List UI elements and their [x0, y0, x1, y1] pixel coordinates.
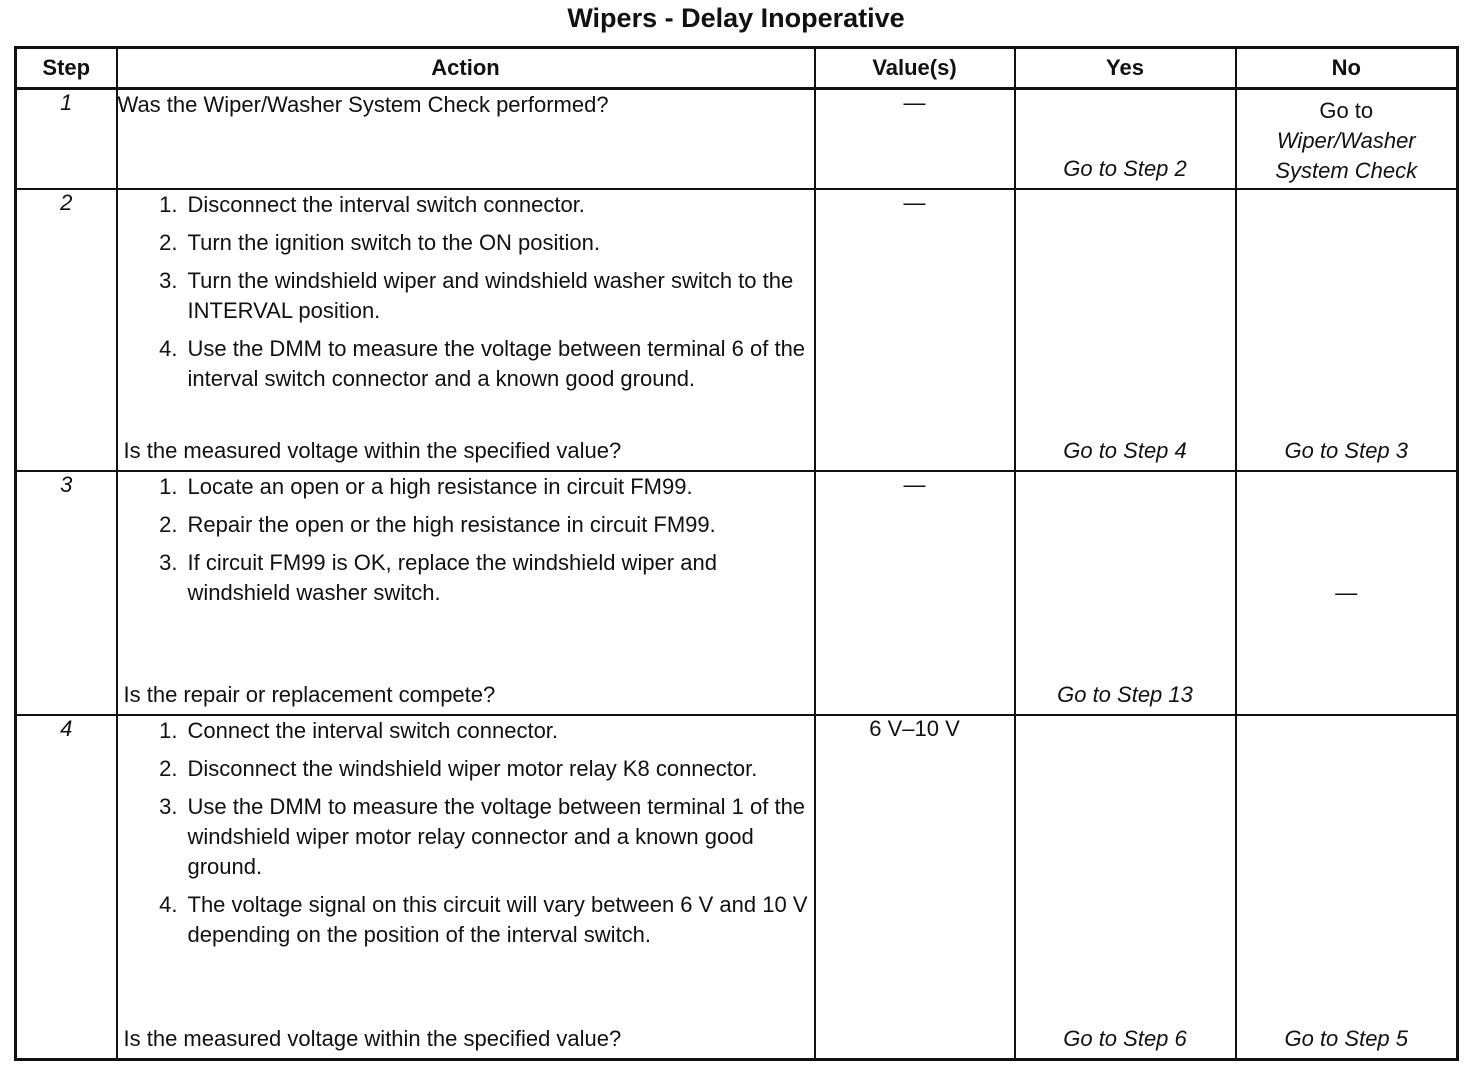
yes-link[interactable]: Go to Step 2 — [1063, 156, 1187, 181]
action-step: 3. Turn the windshield wiper and windshield washer switch to the INTERVAL position. — [188, 266, 814, 326]
step-index: 3. — [159, 794, 178, 819]
yes-link[interactable]: Go to Step 13 — [1057, 682, 1193, 707]
step-index: 2. — [159, 756, 178, 781]
table-row — [16, 715, 1458, 1060]
action-step: 2. Repair the open or the high resistance in circuit FM99. — [188, 510, 814, 540]
action-cell — [117, 89, 815, 190]
step-index: 3. — [159, 268, 178, 293]
value-cell: — — [815, 471, 1015, 715]
action-question: Is the measured voltage within the specified value? — [123, 1026, 622, 1051]
table-row — [16, 89, 1458, 190]
action-question: Is the measured voltage within the specified value? — [123, 438, 622, 463]
header-no: No — [1236, 48, 1458, 89]
header-action: Action — [117, 48, 815, 89]
value-cell: 6 V–10 V — [815, 715, 1015, 1060]
step-number: 4 — [16, 715, 117, 1060]
no-cell — [1236, 715, 1458, 1060]
step-index: 4. — [159, 892, 178, 917]
step-number: 3 — [16, 471, 117, 715]
yes-link[interactable]: Go to Step 6 — [1063, 1026, 1187, 1051]
action-step: 3. Use the DMM to measure the voltage between terminal 1 of the windshield wiper motor relay connector and a known good ground. — [188, 792, 814, 882]
action-steps — [118, 472, 814, 608]
action-steps — [118, 190, 814, 394]
action-step: 1. Locate an open or a high resistance in circuit FM99. — [188, 472, 814, 502]
action-question: Was the Wiper/Washer System Check performed? — [117, 92, 609, 117]
action-step: 1. Disconnect the interval switch connector. — [188, 190, 814, 220]
step-index: 4. — [159, 336, 178, 361]
action-question: Is the repair or replacement compete? — [123, 682, 496, 707]
step-index: 1. — [159, 718, 178, 743]
step-number: 1 — [16, 89, 117, 190]
header-step: Step — [16, 48, 117, 89]
action-cell — [117, 471, 815, 715]
table-row — [16, 471, 1458, 715]
no-link-line1[interactable]: Wiper/Washer — [1276, 128, 1416, 153]
action-step: 1. Connect the interval switch connector. — [188, 716, 814, 746]
no-prefix: Go to — [1319, 98, 1374, 123]
action-step: 2. Disconnect the windshield wiper motor relay K8 connector. — [188, 754, 814, 784]
yes-cell — [1015, 471, 1236, 715]
page-title: Wipers - Delay Inoperative — [567, 3, 905, 33]
no-link[interactable]: Go to Step 3 — [1284, 438, 1409, 463]
header-row — [16, 48, 1458, 89]
diagnostic-table — [14, 46, 1459, 1061]
step-index: 1. — [159, 474, 178, 499]
action-step: 3. If circuit FM99 is OK, replace the windshield wiper and windshield washer switch. — [188, 548, 814, 608]
action-cell — [117, 715, 815, 1060]
value-cell: — — [815, 189, 1015, 471]
no-link-line2[interactable]: System Check — [1275, 158, 1418, 183]
yes-link[interactable]: Go to Step 4 — [1063, 438, 1187, 463]
no-cell — [1236, 89, 1458, 190]
step-number: 2 — [16, 189, 117, 471]
no-cell — [1236, 471, 1458, 715]
yes-cell — [1015, 89, 1236, 190]
header-yes: Yes — [1015, 48, 1236, 89]
step-index: 2. — [159, 230, 178, 255]
yes-cell — [1015, 189, 1236, 471]
no-value: — — [1335, 580, 1358, 605]
step-index: 1. — [159, 192, 178, 217]
action-steps — [118, 716, 814, 950]
step-index: 2. — [159, 512, 178, 537]
table-row — [16, 189, 1458, 471]
action-cell — [117, 189, 815, 471]
yes-cell — [1015, 715, 1236, 1060]
action-step: 4. Use the DMM to measure the voltage between terminal 6 of the interval switch connector and a known good ground. — [188, 334, 814, 394]
no-cell — [1236, 189, 1458, 471]
action-step: 2. Turn the ignition switch to the ON position. — [188, 228, 814, 258]
action-step: 4. The voltage signal on this circuit will vary between 6 V and 10 V depending on the position of the interval switch. — [188, 890, 814, 950]
value-cell: — — [815, 89, 1015, 190]
no-link[interactable]: Go to Step 5 — [1284, 1026, 1409, 1051]
step-index: 3. — [159, 550, 178, 575]
header-values: Value(s) — [815, 48, 1015, 89]
